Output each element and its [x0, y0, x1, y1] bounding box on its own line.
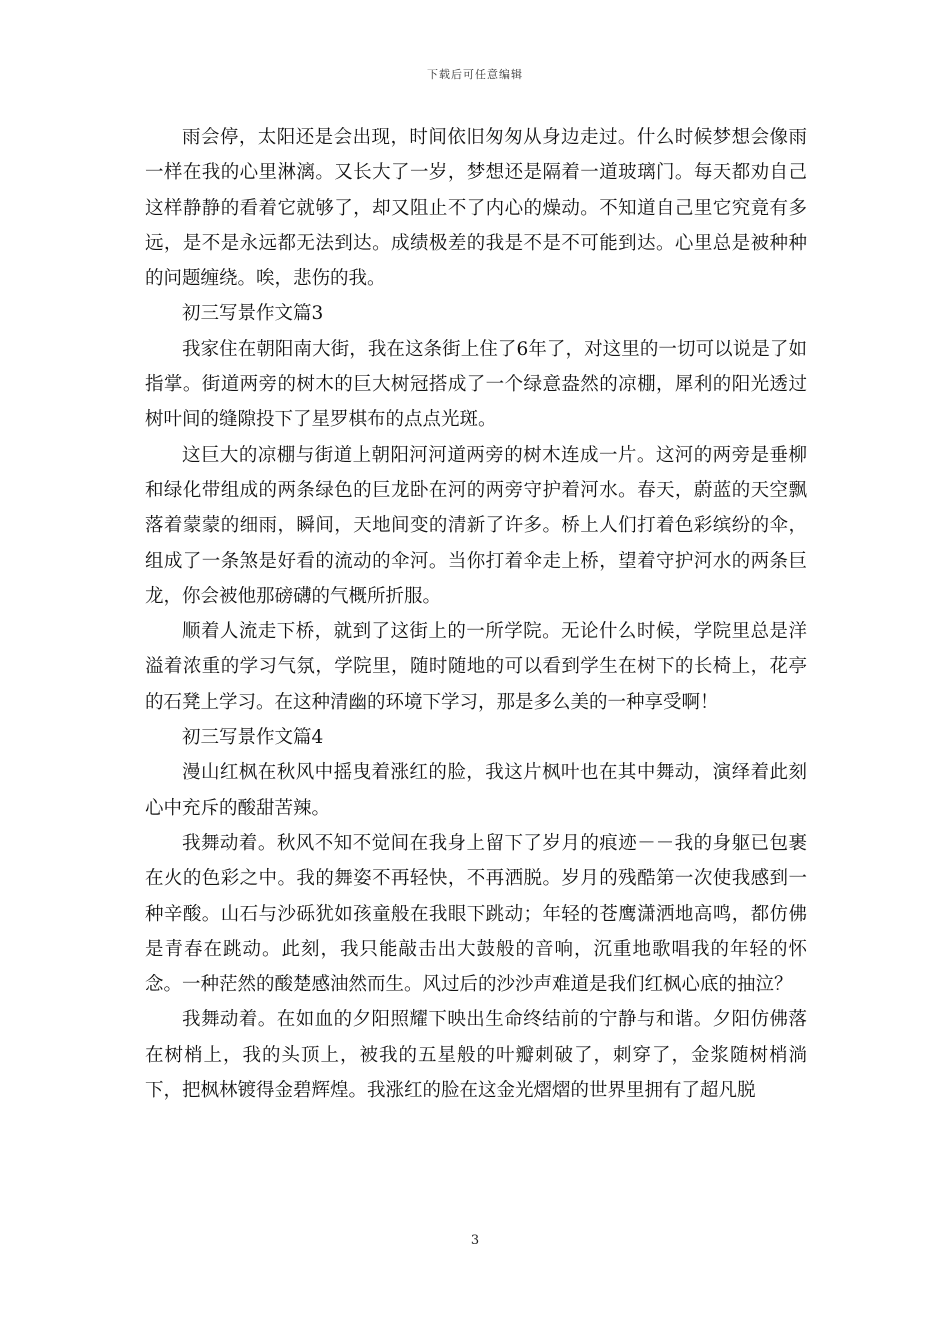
paragraph: 雨会停，太阳还是会出现，时间依旧匆匆从身边走过。什么时候梦想会像雨一样在我的心里淋漓。又长大了一岁，梦想还是隔着一道玻璃门。每天都劝自己这样静静的看着它就够了，却又阻止不了内心的燥动。不知道自己里它究竟有多远，是不是永远都无法到达。成绩极差的我是不是不可能到达。心里总是被种种的问题缠绕。唉，悲伤的我。 — [145, 127, 807, 290]
page-number: 3 — [470, 1233, 480, 1248]
paragraph: 顺着人流走下桥，就到了这街上的一所学院。无论什么时候，学院里总是洋溢着浓重的学习气氛，学院里，随时随地的可以看到学生在树下的长椅上，花亭的石凳上学习。在这种清幽的环境下学习，那是多么美的一种享受啊！ — [145, 621, 807, 713]
paragraph: 漫山红枫在秋风中摇曳着涨红的脸，我这片枫叶也在其中舞动，演绎着此刻心中充斥的酸甜苦辣。 — [145, 762, 807, 819]
paragraph: 我舞动着。在如血的夕阳照耀下映出生命终结前的宁静与和谐。夕阳仿佛落在树梢上，我的头顶上，被我的五星般的叶瓣刺破了，刺穿了，金浆随树梢淌下，把枫林镀得金碧辉煌。我涨红的脸在这金光熠熠的世界里拥有了超凡脱 — [145, 1009, 807, 1102]
paragraph: 我舞动着。秋风不知不觉间在我身上留下了岁月的痕迹－－我的身躯已包裹在火的色彩之中。我的舞姿不再轻快，不再洒脱。岁月的残酷第一次使我感到一种辛酸。山石与沙砾犹如孩童般在我眼下跳动；年轻的苍鹰潇洒地高鸣，都仿佛是青春在跳动。此刻，我只能敲击出大鼓般的音响，沉重地歌唱我的年轻的怀念。一种茫然的酸楚感油然而生。风过后的沙沙声难道是我们红枫心底的抽泣？ — [145, 832, 807, 996]
document-body — [145, 120, 807, 1108]
section-heading: 初三写景作文篇3 — [182, 303, 324, 325]
paragraph: 这巨大的凉棚与街道上朝阳河河道两旁的树木连成一片。这河的两旁是垂柳和绿化带组成的两条绿色的巨龙卧在河的两旁守护着河水。春天，蔚蓝的天空飘落着蒙蒙的细雨，瞬间，天地间变的清新了许多。桥上人们打着色彩缤纷的伞，组成了一条煞是好看的流动的伞河。当你打着伞走上桥，望着守护河水的两条巨龙，你会被他那磅礴的气概所折服。 — [145, 444, 807, 607]
section-heading: 初三写景作文篇4 — [182, 727, 324, 749]
paragraph: 我家住在朝阳南大街，我在这条街上住了6年了，对这里的一切可以说是了如指掌。街道两旁的树木的巨大树冠搭成了一个绿意盎然的凉棚，犀利的阳光透过树叶间的缝隙投下了星罗棋布的点点光斑。 — [145, 338, 807, 431]
page-header-note: 下载后可任意编辑 — [427, 68, 523, 81]
